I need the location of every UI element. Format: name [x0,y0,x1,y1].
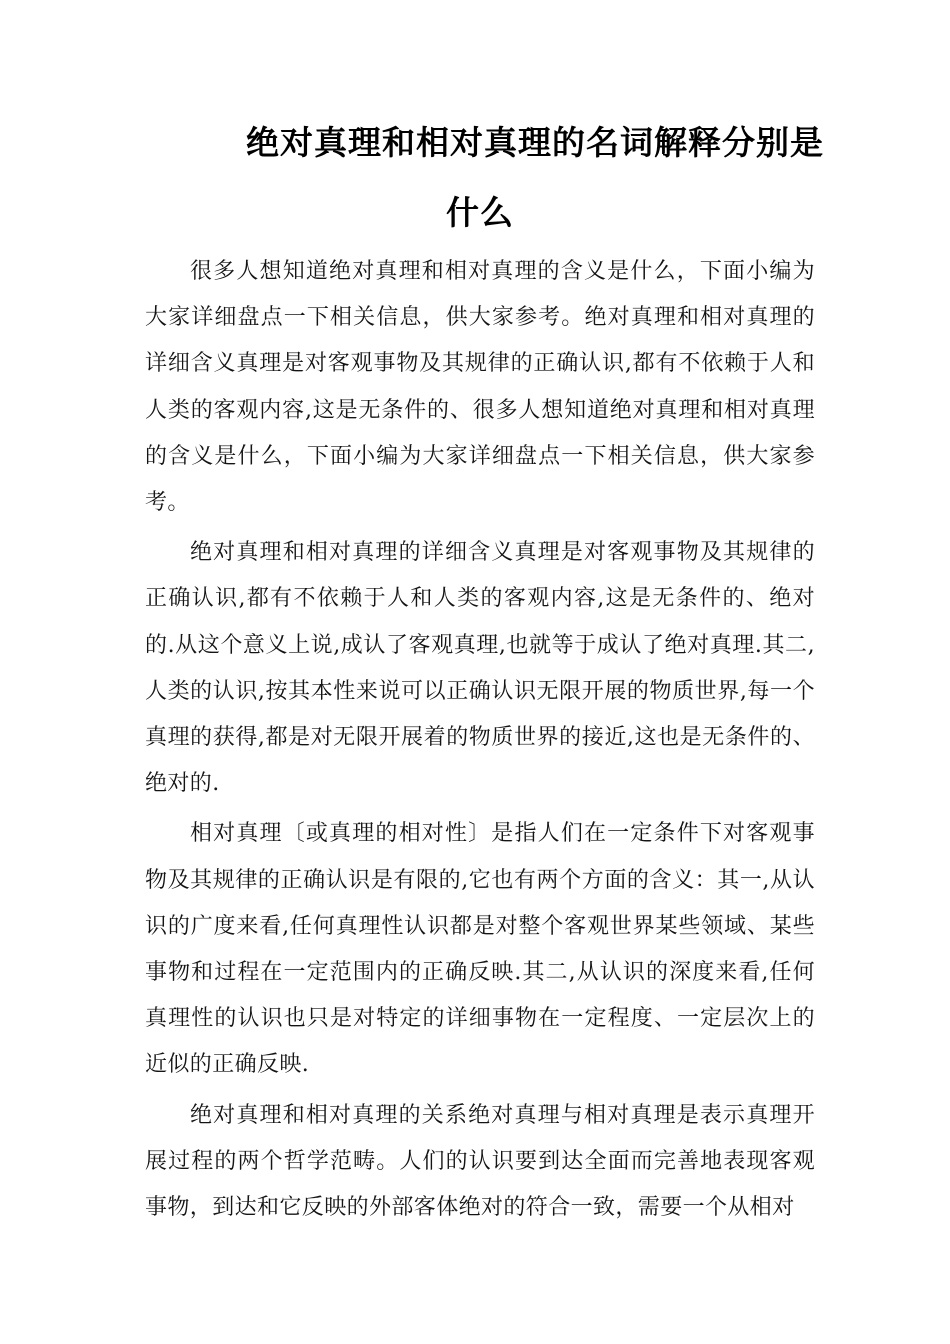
title-line-2: 什么 [446,193,514,232]
paragraph-1: 很多人想知道绝对真理和相对真理的含义是什么，下面小编为大家详细盘点一下相关信息，供大家参考。绝对真理和相对真理的详细含义真理是对客观事物及其规律的正确认识,都有不依赖于人和人类的客观内容,这是无条件的、很多人想知道绝对真理和相对真理的含义是什么，下面小编为大家详细盘点一下相关信息，供大家参考。 [145,259,815,516]
document-title [120,108,840,248]
document-body [145,249,815,1235]
paragraph-4: 绝对真理和相对真理的关系绝对真理与相对真理是表示真理开展过程的两个哲学范畴。人们的认识要到达全面而完善地表现客观事物，到达和它反映的外部客体绝对的符合一致，需要一个从相对 [145,1102,815,1221]
title-line-1: 绝对真理和相对真理的名词解释分别是 [246,123,824,162]
paragraph-3: 相对真理〔或真理的相对性〕是指人们在一定条件下对客观事物及其规律的正确认识是有限的,它也有两个方面的含义：其一,从认识的广度来看,任何真理性认识都是对整个客观世界某些领域、某些事物和过程在一定范围内的正确反映.其二,从认识的深度来看,任何真理性的认识也只是对特定的详细事物在一定程度、一定层次上的近似的正确反映. [145,821,815,1078]
paragraph-2: 绝对真理和相对真理的详细含义真理是对客观事物及其规律的正确认识,都有不依赖于人和人类的客观内容,这是无条件的、绝对的.从这个意义上说,成认了客观真理,也就等于成认了绝对真理.其二,人类的认识,按其本性来说可以正确认识无限开展的物质世界,每一个真理的获得,都是对无限开展着的物质世界的接近,这也是无条件的、绝对的. [145,540,815,797]
